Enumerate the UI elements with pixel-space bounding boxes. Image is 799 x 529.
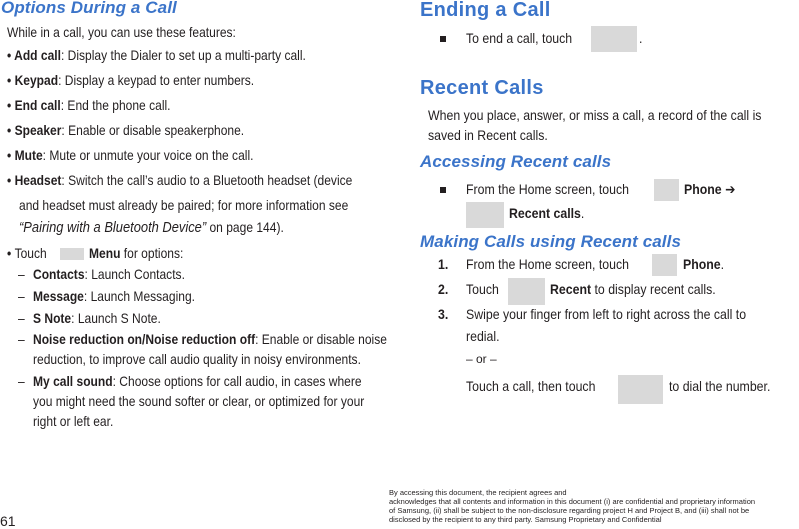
- menu-label: [89, 245, 183, 261]
- term: Noise reduction on/Noise reduction off: [33, 331, 256, 347]
- list-item-speaker: • Speaker: Enable or disable speakerphone.: [7, 122, 245, 138]
- accessing-recent: [509, 205, 584, 221]
- ending-period: .: [639, 30, 643, 46]
- step-number: 2.: [438, 281, 449, 297]
- term: Recent: [550, 281, 592, 297]
- term: Mute: [14, 147, 43, 163]
- desc: : End the phone call.: [60, 97, 171, 113]
- recent-text-2: saved in Recent calls.: [428, 127, 548, 143]
- list-item-add-call: • Add call: Display the Dialer to set up a multi-party call.: [7, 47, 306, 63]
- term: Speaker: [14, 122, 62, 138]
- desc: : Enable or disable speakerphone.: [61, 122, 245, 138]
- section-heading-ending: Ending a Call: [420, 0, 551, 21]
- confidential-notice-line: acknowledges that all contents and information in this document (i) are confidential and proprietary information: [389, 497, 756, 506]
- term: Phone: [683, 256, 721, 272]
- desc: : Choose options for call audio, in cases where: [112, 373, 362, 389]
- ending-text: To end a call, touch: [466, 30, 573, 46]
- menu-option-contacts: [33, 266, 185, 282]
- section-heading-making: Making Calls using Recent calls: [420, 232, 682, 251]
- dash: –: [18, 373, 25, 389]
- touch-call-text: Touch a call, then touch: [466, 378, 596, 394]
- cross-reference-link[interactable]: “Pairing with a Bluetooth Device”: [19, 219, 207, 236]
- square-bullet: [440, 187, 446, 193]
- after: .: [720, 256, 725, 272]
- period: .: [580, 205, 585, 221]
- term: My call sound: [33, 373, 113, 389]
- headset-desc-line2: and headset must already be paired; for more information see: [19, 197, 349, 213]
- accessing-phone: Phone ➔: [684, 181, 736, 197]
- confidential-notice-line: By accessing this document, the recipient agrees and: [389, 488, 567, 497]
- step-number: 3.: [438, 306, 449, 322]
- page-number: 61: [0, 513, 16, 529]
- confidential-notice-line: of Samsung, (ii) shall be subject to the non-disclosure regarding project H and Project B, and (iii) shall not be: [389, 506, 750, 515]
- step-number: 1.: [438, 256, 449, 272]
- desc: : Launch Messaging.: [83, 288, 195, 304]
- end-call-icon: [591, 26, 637, 52]
- touch-call-after: to dial the number.: [669, 378, 771, 394]
- term: Recent calls: [509, 205, 581, 221]
- noise-reduction-line2: reduction, to improve call audio quality in noisy environments.: [33, 351, 361, 367]
- confidential-notice-line: disclosed by the recipient to any third party. Samsung Proprietary and Confidential: [389, 515, 662, 524]
- touch-prefix: Touch: [14, 245, 47, 261]
- recent-text-1: When you place, answer, or miss a call, a record of the call is: [428, 107, 762, 123]
- desc: : Display a keypad to enter numbers.: [58, 72, 255, 88]
- desc: : Enable or disable noise: [255, 331, 387, 347]
- desc: : Launch Contacts.: [84, 266, 185, 282]
- menu-option-message: [33, 288, 195, 304]
- section-heading-recent: Recent Calls: [420, 77, 544, 99]
- step-3-text: Swipe your finger from left to right across the call to: [466, 306, 747, 322]
- desc: : Mute or unmute your voice on the call.: [42, 147, 254, 163]
- list-item-menu: • Touch: [7, 245, 47, 261]
- intro-text: While in a call, you can use these features:: [7, 24, 236, 40]
- desc: : Display the Dialer to set up a multi-party call.: [60, 47, 306, 63]
- section-heading-options: Options During a Call: [1, 0, 177, 17]
- menu-option-my-call-sound: [33, 373, 362, 389]
- my-call-sound-line2: you might need the sound softer or clear, or optimized for your: [33, 393, 365, 409]
- term: S Note: [33, 310, 72, 326]
- recent-tab-icon: [508, 278, 545, 305]
- list-item-keypad: • Keypad: Display a keypad to enter numbers.: [7, 72, 255, 88]
- square-bullet: [440, 36, 446, 42]
- dash: –: [18, 310, 25, 326]
- list-item-headset: • Headset: Switch the call’s audio to a Bluetooth headset (device: [7, 172, 353, 188]
- dash: –: [18, 288, 25, 304]
- term: Menu: [89, 245, 121, 261]
- or-separator: – or –: [466, 352, 497, 366]
- term: Message: [33, 288, 84, 304]
- menu-key-icon: [60, 248, 84, 260]
- step-2-text: Touch: [466, 281, 499, 297]
- phone-app-icon: [652, 254, 677, 276]
- dash: –: [18, 266, 25, 282]
- term: Add call: [14, 47, 61, 63]
- headset-desc-line3: [19, 219, 284, 236]
- menu-option-noise-reduction: [33, 331, 387, 347]
- after: to display recent calls.: [591, 281, 716, 297]
- step-2-bold: [550, 281, 716, 297]
- term: End call: [14, 97, 61, 113]
- desc: for options:: [120, 245, 184, 261]
- phone-app-icon: [654, 179, 679, 201]
- term: Keypad: [14, 72, 59, 88]
- desc: : Switch the call’s audio to a Bluetooth headset (device: [61, 172, 353, 188]
- step-3-line2: redial.: [466, 328, 500, 344]
- list-item-mute: • Mute: Mute or unmute your voice on the call.: [7, 147, 254, 163]
- desc: : Launch S Note.: [71, 310, 161, 326]
- my-call-sound-line3: right or left ear.: [33, 413, 114, 429]
- term: Headset: [14, 172, 62, 188]
- step-1-bold: [683, 256, 724, 272]
- section-heading-accessing: Accessing Recent calls: [420, 152, 612, 171]
- accessing-text: From the Home screen, touch: [466, 181, 629, 197]
- page-ref: on page 144).: [206, 219, 284, 235]
- list-item-end-call: • End call: End the phone call.: [7, 97, 171, 113]
- recent-calls-tab-icon: [466, 202, 504, 228]
- dash: –: [18, 331, 25, 347]
- menu-option-s-note: [33, 310, 161, 326]
- dial-call-icon: [618, 375, 663, 404]
- term: Contacts: [33, 266, 85, 282]
- step-1-text: From the Home screen, touch: [466, 256, 629, 272]
